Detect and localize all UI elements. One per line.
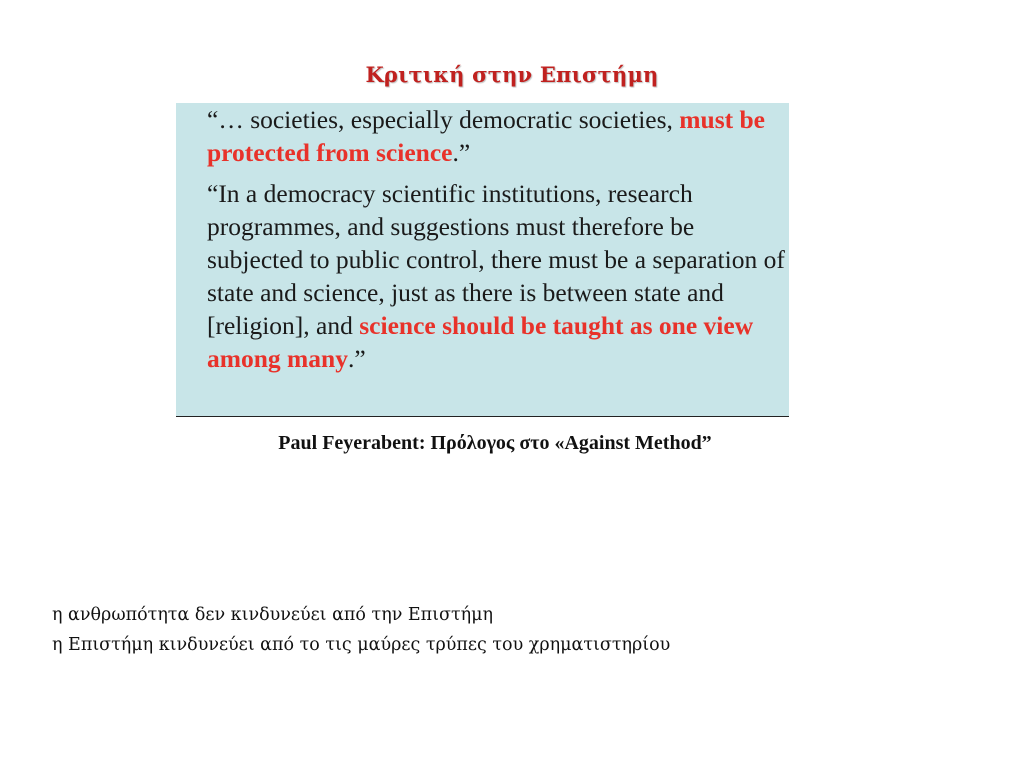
commentary-line-2: η Επιστήμη κινδυνεύει από το τις μαύρες τρύπες του χρηματιστηρίου [52, 635, 671, 655]
commentary-line-1: η ανθρωπότητα δεν κινδυνεύει από την Επιστήμη [52, 605, 494, 625]
slide-title: Κριτική στην Επιστήμη [365, 62, 659, 87]
quote-text: “… societies, especially democratic societies, [207, 105, 680, 134]
quote-highlight: must be protected from science [207, 105, 765, 167]
quote-box [176, 103, 789, 417]
quote-attribution: Paul Feyerabent: Πρόλογος στο «Against Method” [278, 432, 712, 454]
quote-paragraph-1 [207, 103, 789, 169]
quote-text: .” [347, 344, 366, 373]
quote-paragraph-2 [207, 177, 789, 375]
commentary [52, 600, 670, 660]
quote-text: .” [452, 138, 471, 167]
quote-highlight: science should be taught as one view among many [207, 311, 754, 373]
quote-text: “In a democracy scientific institutions, research programmes, and suggestions must therefore be subjected to public control, there must be a separation of state and science, just as there is between state and [religion], and [207, 179, 785, 340]
